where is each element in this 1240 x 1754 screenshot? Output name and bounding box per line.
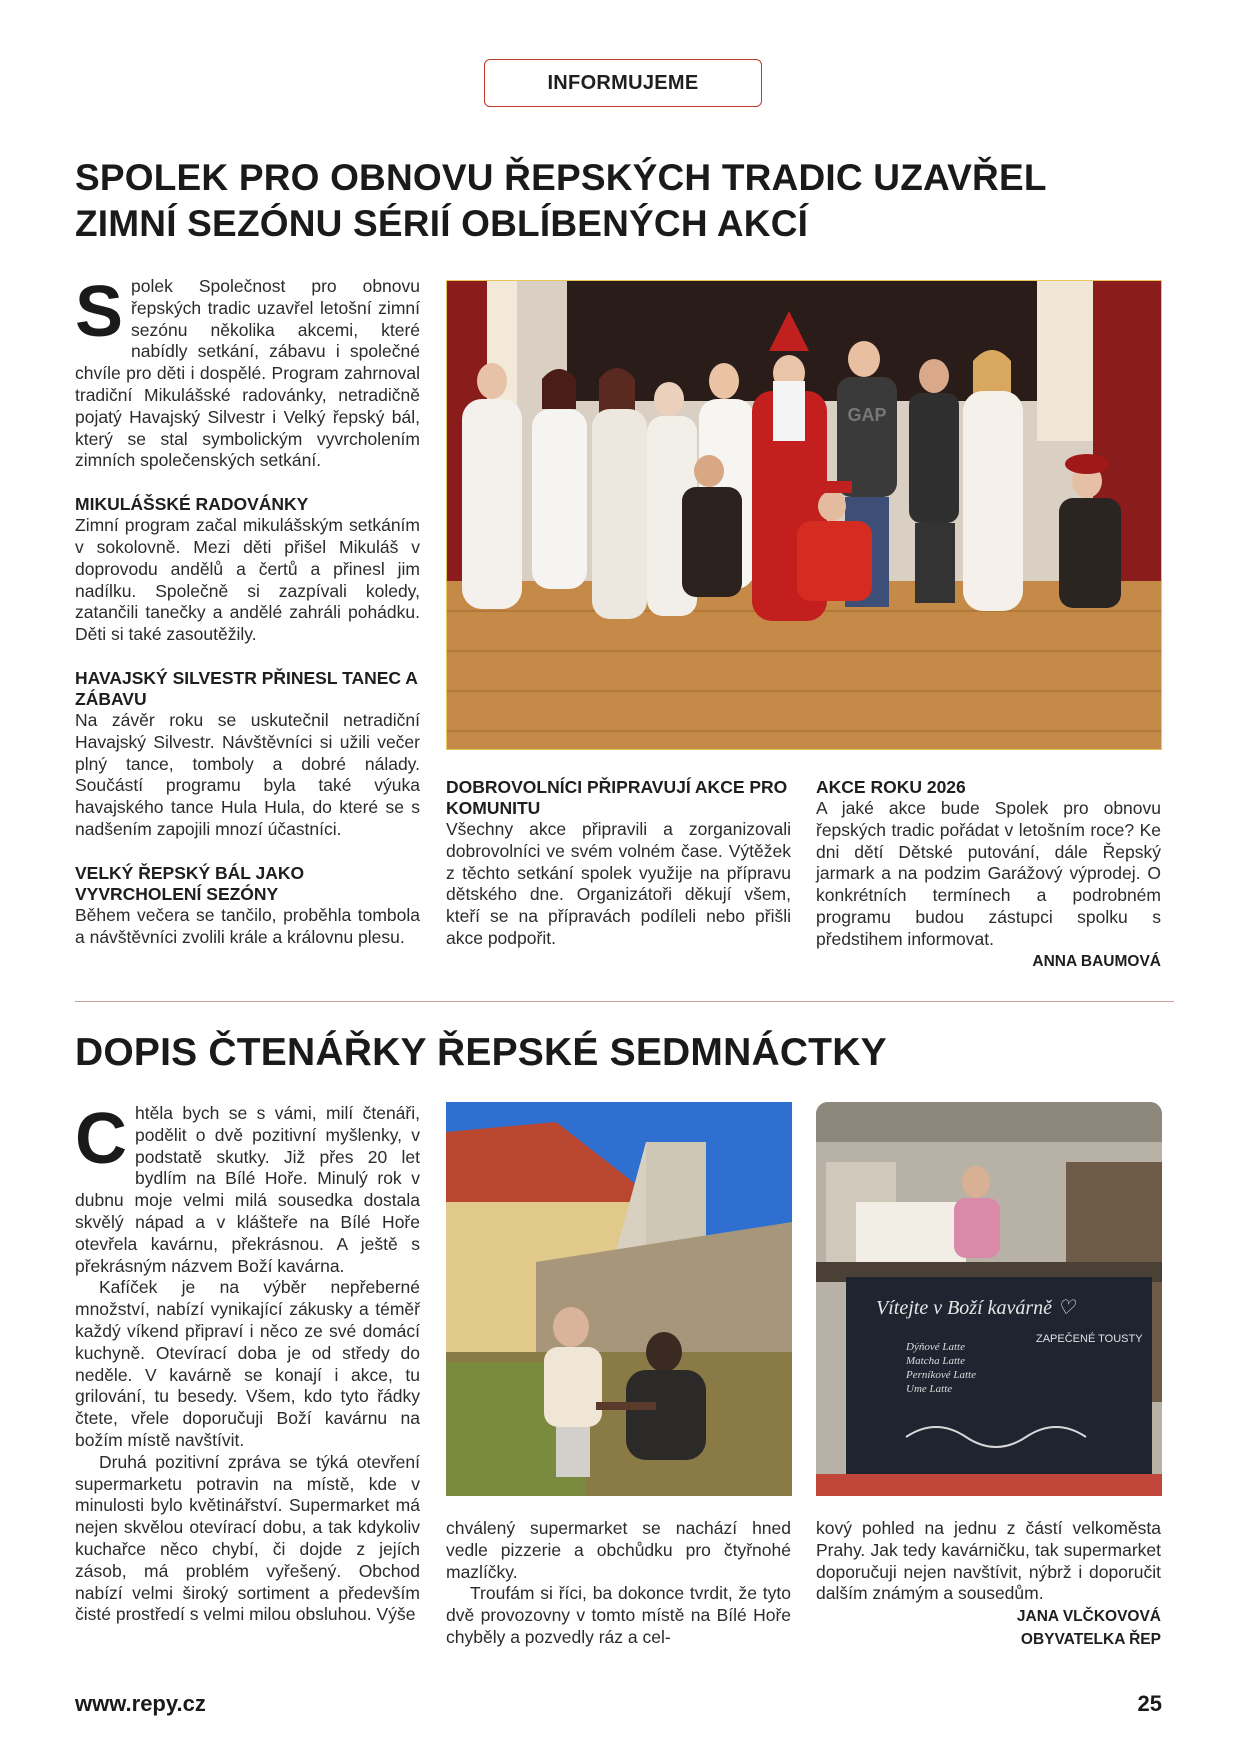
article2-paragraph-2: Kafíček je na výběr nepřeberné množství, nabízí vynikající zákusky a téměř každý víkend připraví i něco ze své domácí kuchyně. Otevírací doba je od středy do neděle. V kavárně se konají i akce, tu grilování, tu besedy. Všem, kdo tyto řádky čtete, vřele doporučuji Boží kavárnu na božím místě navštívit. — [75, 1277, 420, 1450]
article2-paragraph-6: kový pohled na jednu z částí velkoměsta Prahy. Jak tedy kavárničku, tak supermarket doporučuji nejen navštívit, nýbrž i doporučit dalším známým a sousedům. — [816, 1518, 1161, 1604]
article2-author-name: JANA VLČKOVOVÁ — [1016, 1608, 1161, 1626]
article1-column-left — [75, 272, 420, 948]
cafe-board-item-4: Ume Latte — [906, 1383, 953, 1395]
section-text-dobrovolnici: Všechny akce připravili a zorganizovali dobrovolníci ve svém volném čase. Výtěžek z těchto setkání spolek využije na přípravu dětského dne. Organizátoři děkují všem, kteří se na přípravách podíleli nebo přišli akce podpořit. — [446, 819, 791, 948]
section-heading-bal: VELKÝ ŘEPSKÝ BÁL JAKO VYVRCHOLENÍ SEZÓNY — [75, 862, 305, 904]
article2-title: DOPIS ČTENÁŘKY ŘEPSKÉ SEDMNÁCTKY — [75, 1031, 887, 1074]
article2-paragraph-4: chválený supermarket se nachází hned vedle pizzerie a obchůdku pro čtyřnohé mazlíčky. — [446, 1518, 791, 1582]
section-tag: INFORMUJEME — [484, 59, 762, 107]
group-photo — [446, 280, 1162, 750]
article2-column-middle — [446, 1518, 791, 1649]
monastery-garden-illustration — [446, 1102, 792, 1496]
section-text-bal: Během večera se tančilo, proběhla tombola a návštěvníci zvolili krále a královnu plesu. — [75, 904, 420, 947]
cafe-photo — [816, 1102, 1162, 1496]
article1-author: ANNA BAUMOVÁ — [1032, 952, 1161, 970]
article1-title-line2: ZIMNÍ SEZÓNU SÉRIÍ OBLÍBENÝCH AKCÍ — [75, 203, 809, 244]
footer-url[interactable]: www.repy.cz — [75, 1691, 206, 1716]
article1-title — [75, 155, 1175, 247]
section-text-mikulas: Zimní program začal mikulášským setkáním v sokolovně. Mezi děti přišel Mikuláš v doprovodu andělů a čertů a přinesl jim nadílku. Společně si zazpívali koledy, zatančili tanečky a andělé zahráli pohádku. Děti si také zasoutěžily. — [75, 515, 420, 645]
cafe-board-item-3: Perníkové Latte — [906, 1369, 976, 1381]
monastery-garden-photo — [446, 1102, 792, 1496]
article2-author-role: OBYVATELKA ŘEP — [1020, 1630, 1161, 1648]
section-text-akce-2026: A jaké akce bude Spolek pro obnovu řepských tradic pořádat v letošním roce? Ke dni dětí Dětské putování, dále Řepský jarmark a na podzim Garážový výprodej. O konkrétních termínech a podrobném programu budou zástupci spolku s předstihem informovat. — [816, 798, 1161, 949]
article1-intro: polek Společnost pro obnovu řepských tradic uzavřel letošní zimní sezónu několika akcemi, které nabídly setkání, zábavu i společné chvíle pro děti i dospělé. Program zahrnoval tradiční Mikulášské radovánky, netradičně pojatý Havajský Silvestr i Velký řepský bál, který se stal symbolickým vyvrcholením zimních společenských setkání. — [75, 276, 420, 471]
cafe-board-toast: ZAPEČENÉ TOUSTY — [1036, 1333, 1143, 1345]
article1-column-right — [816, 777, 1161, 972]
cafe-board-title: Vítejte v Boží kavárně ♡ — [876, 1297, 1075, 1319]
article2-dropcap: C — [75, 1099, 127, 1179]
photo-gap-text: GAP — [847, 405, 887, 425]
article1-column-middle — [446, 777, 791, 950]
section-heading-akce-2026: AKCE ROKU 2026 — [816, 777, 966, 797]
cafe-board-item-1: Dýňové Latte — [906, 1341, 965, 1353]
article1-dropcap: S — [75, 272, 124, 352]
article2-column-left — [75, 1099, 420, 1626]
section-text-silvestr: Na závěr roku se uskutečnil netradiční Havajský Silvestr. Návštěvníci si užili večer plný tance, tomboly a dobré nálady. Součástí programu byla také výuka havajského tance Hula Hula, do které se s nadšením zapojili mnozí účastníci. — [75, 709, 420, 839]
section-heading-dobrovolnici: DOBROVOLNÍCI PŘIPRAVUJÍ AKCE PRO KOMUNITU — [446, 777, 788, 818]
cafe-illustration — [816, 1102, 1162, 1496]
page-number: 25 — [1137, 1691, 1162, 1716]
article2-paragraph-5: Troufám si říci, ba dokonce tvrdit, že tyto dvě provozovny v tomto místě na Bílé Hoře chyběly a pozvedly ráz a cel- — [446, 1583, 791, 1647]
article2-paragraph-1: htěla bych se s vámi, milí čtenáři, podělit o dvě pozitivní myšlenky, v podstatě skutky. Již přes 20 let bydlím na Bílé Hoře. Minulý rok v dubnu moje velmi milá sousedka dostala skvělý nápad a v klášteře na Bílé Hoře otevřela kavárnu, překrásnou. A ještě s překrásným názvem Boží kavárna. — [75, 1103, 420, 1276]
article2-column-right — [816, 1518, 1161, 1651]
section-divider — [75, 1001, 1174, 1002]
article1-title-line1: SPOLEK PRO OBNOVU ŘEPSKÝCH TRADIC UZAVŘEL — [75, 157, 1047, 198]
cafe-board-item-2: Matcha Latte — [906, 1355, 965, 1367]
article2-paragraph-3: Druhá pozitivní zpráva se týká otevření supermarketu potravin na místě, kde v minulosti bylo květinářství. Supermarket má nejen skvělou otevírací dobu, a tak kdykoliv kuchařce něco chybí, či dojde z jejích zásob, má problém vyřešený. Obchod nabízí velmi široký sortiment a především čisté prostředí s velmi milou obsluhou. Výše — [75, 1451, 420, 1625]
section-heading-mikulas: MIKULÁŠSKÉ RADOVÁNKY — [75, 494, 309, 515]
group-photo-illustration — [447, 281, 1162, 750]
section-heading-silvestr: HAVAJSKÝ SILVESTR PŘINESL TANEC A ZÁBAVU — [75, 667, 418, 709]
